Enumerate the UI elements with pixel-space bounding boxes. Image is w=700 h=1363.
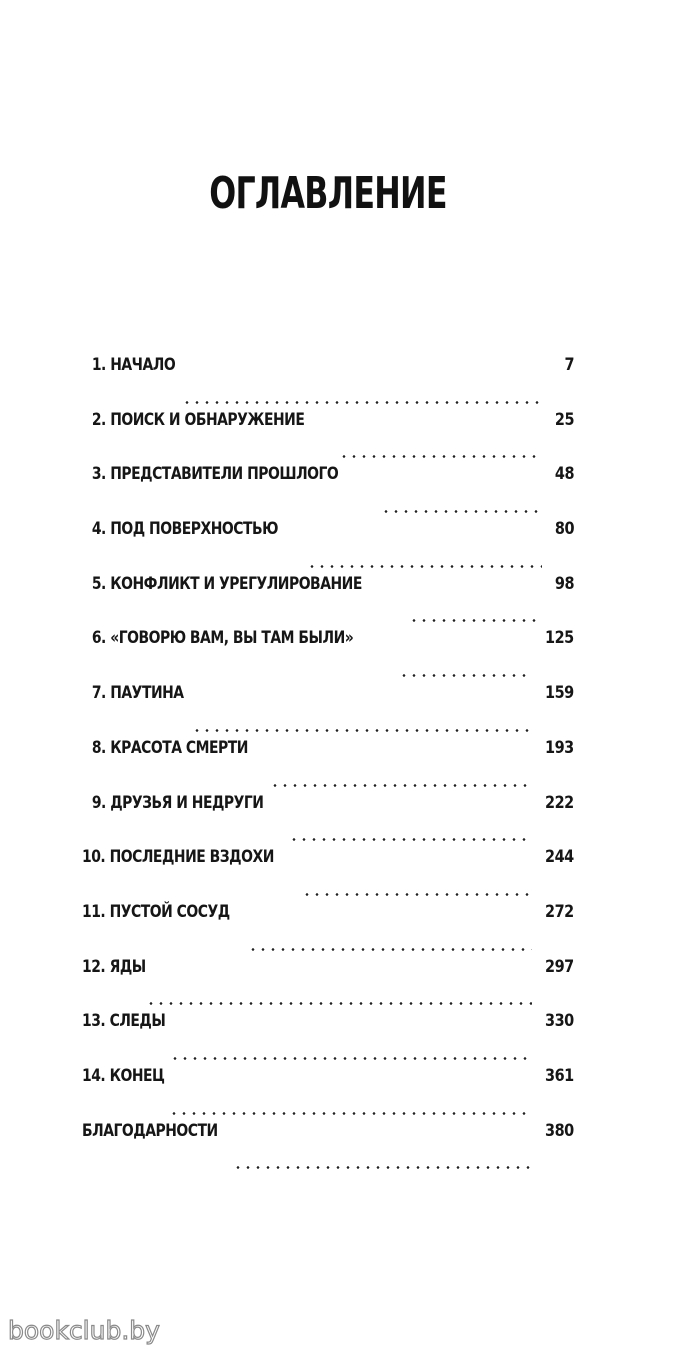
site-watermark: bookclub.by	[8, 1316, 160, 1345]
dot-leader	[307, 565, 542, 568]
dot-leader	[192, 729, 532, 732]
toc-entry-label: 2. ПОИСК И ОБНАРУЖЕНИЕ	[91, 409, 305, 430]
toc-entry-page: 297	[545, 956, 574, 977]
toc-entry-page: 222	[545, 792, 574, 813]
dot-leader	[248, 948, 532, 951]
toc-entry	[82, 355, 574, 410]
dot-leader	[270, 784, 532, 787]
toc-entry	[82, 519, 574, 574]
dot-leader	[169, 1112, 533, 1115]
toc-entry	[82, 574, 574, 629]
toc-entry-label: 3. ПРЕДСТАВИТЕЛИ ПРОШЛОГО	[91, 464, 339, 485]
dot-leader	[146, 1002, 533, 1005]
toc-entry-page: 244	[545, 847, 574, 868]
table-of-contents	[82, 355, 574, 1175]
toc-entry	[82, 1011, 574, 1066]
dot-leader	[233, 1166, 532, 1169]
dot-leader	[170, 1057, 533, 1060]
toc-entry-page: 272	[545, 901, 574, 922]
toc-entry	[82, 683, 574, 738]
dot-leader	[289, 838, 532, 841]
dot-leader	[399, 674, 533, 677]
toc-entry-page: 380	[545, 1120, 574, 1141]
toc-entry-page: 125	[545, 628, 574, 649]
toc-entry	[82, 793, 574, 848]
toc-entry-label: 12. ЯДЫ	[82, 956, 146, 977]
page-title: ОГЛАВЛЕНИЕ	[209, 168, 447, 219]
toc-entry-label: 10. ПОСЛЕДНИЕ ВЗДОХИ	[82, 847, 274, 868]
toc-entry	[82, 628, 574, 683]
toc-entry-page: 7	[564, 355, 574, 375]
toc-entry-label: 4. ПОД ПОВЕРХНОСТЬЮ	[91, 519, 279, 540]
toc-entry	[82, 410, 574, 465]
toc-entry-label: 11. ПУСТОЙ СОСУД	[82, 901, 230, 922]
toc-entry-label: БЛАГОДАРНОСТИ	[82, 1120, 218, 1141]
toc-entry-label: 5. КОНФЛИКТ И УРЕГУЛИРОВАНИЕ	[91, 573, 362, 594]
toc-entry	[82, 464, 574, 519]
toc-entry-page: 330	[545, 1011, 574, 1032]
dot-leader	[302, 893, 532, 896]
dot-leader	[339, 455, 542, 458]
toc-entry-page: 80	[554, 519, 574, 540]
dot-leader	[381, 510, 542, 513]
toc-entry-label: 14. КОНЕЦ	[82, 1065, 165, 1086]
dot-leader	[409, 619, 542, 622]
toc-entry	[82, 902, 574, 957]
toc-entry-page: 25	[554, 409, 574, 430]
toc-entry	[82, 1121, 574, 1176]
toc-entry-page: 48	[554, 464, 574, 485]
toc-entry-label: 6. «ГОВОРЮ ВАМ, ВЫ ТАМ БЫЛИ»	[91, 628, 354, 649]
toc-entry-label: 8. КРАСОТА СМЕРТИ	[91, 737, 248, 758]
toc-entry	[82, 847, 574, 902]
toc-entry-label: 13. СЛЕДЫ	[82, 1011, 166, 1032]
toc-entry-page: 361	[545, 1065, 574, 1086]
toc-entry-page: 193	[545, 737, 574, 758]
toc-entry-page: 98	[554, 573, 574, 594]
toc-entry	[82, 738, 574, 793]
dot-leader	[182, 401, 542, 404]
toc-entry	[82, 957, 574, 1012]
toc-entry-label: 9. ДРУЗЬЯ И НЕДРУГИ	[91, 792, 264, 813]
toc-entry-page: 159	[545, 683, 574, 704]
toc-entry	[82, 1066, 574, 1121]
toc-entry-label: 1. НАЧАЛО	[91, 355, 176, 375]
toc-entry-label: 7. ПАУТИНА	[91, 683, 184, 704]
